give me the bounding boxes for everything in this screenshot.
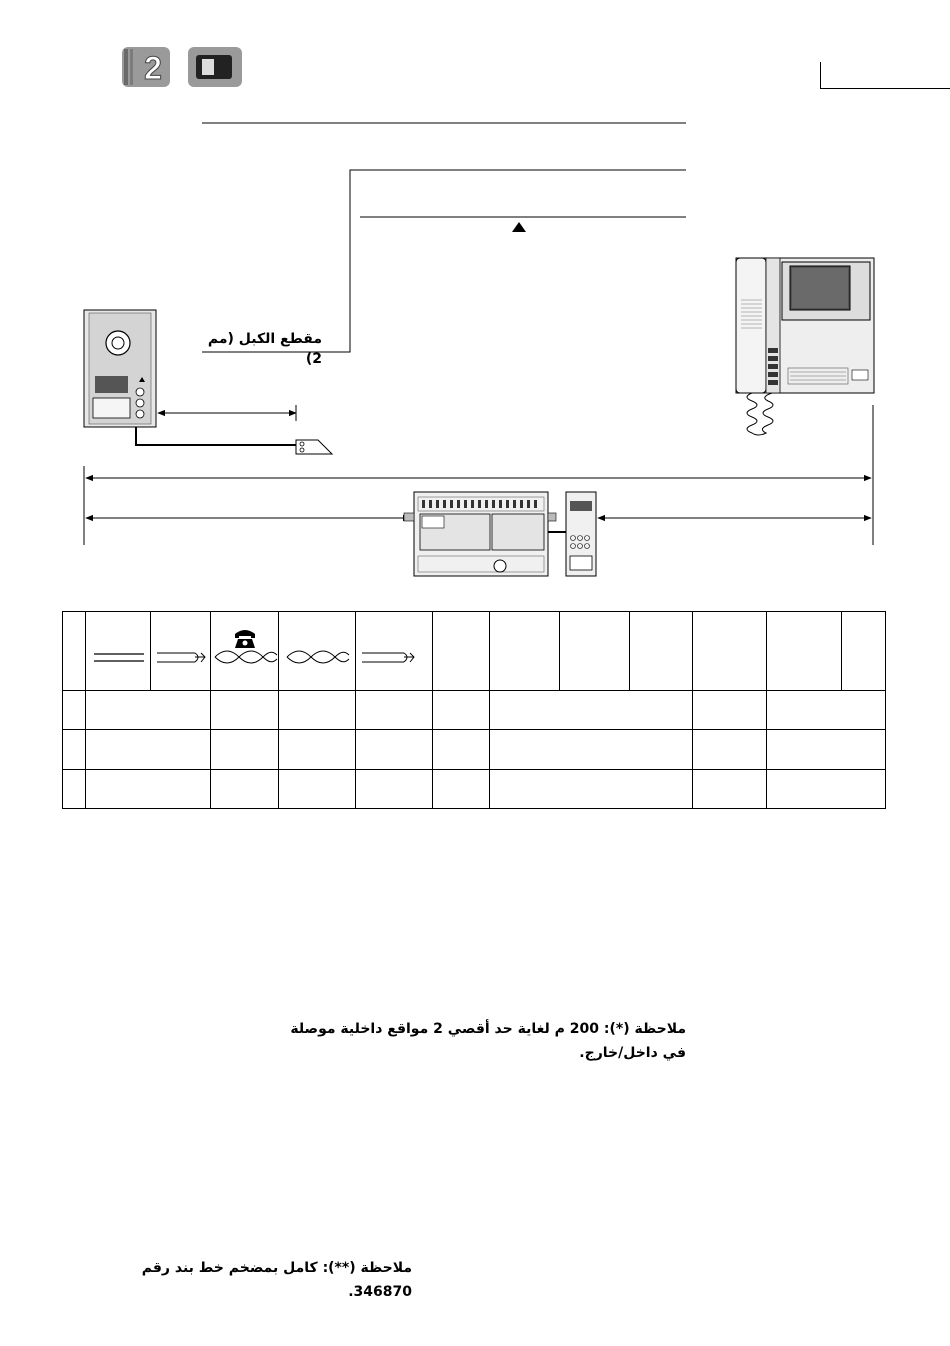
table-cell <box>693 730 767 770</box>
intercom-button-4 <box>768 372 778 377</box>
table-cell <box>356 691 433 730</box>
table-cell <box>767 691 886 730</box>
table-cell <box>279 770 356 809</box>
handset <box>736 258 766 393</box>
name-label-window <box>93 398 130 418</box>
tab-number: 2 <box>144 50 162 86</box>
table-cell <box>211 691 279 730</box>
table-cell <box>211 730 279 770</box>
lock-cable <box>136 427 296 445</box>
cable-type-parallel-icon-cell <box>86 612 151 691</box>
table-cell <box>693 770 767 809</box>
table-cell <box>433 691 490 730</box>
table-cell <box>693 691 767 730</box>
table-cell <box>842 612 886 691</box>
video-intercom-unit <box>736 258 874 393</box>
intercom-button-1 <box>768 348 778 353</box>
installation-diagram <box>0 0 950 600</box>
note-distance: ملاحظة (*): 200 م لغاية حد أقصي 2 مواقع داخلية موصلة في داخل/خارج. <box>290 1021 686 1061</box>
handset-coiled-cord <box>747 393 773 435</box>
table-cell <box>433 770 490 809</box>
table-cell <box>560 612 630 691</box>
table-cell <box>630 612 693 691</box>
table-cell <box>86 691 211 730</box>
note-amplifier: ملاحظة (**): كامل بمضخم خط بند رقم 346870. <box>141 1260 412 1300</box>
door-lock-icon <box>296 440 332 454</box>
table-cell <box>433 730 490 770</box>
call-button-1 <box>136 388 144 396</box>
table-row <box>63 770 886 809</box>
intercom-button-3 <box>768 364 778 369</box>
table-cell <box>767 770 886 809</box>
table-cell <box>767 612 842 691</box>
table-header-row <box>63 612 886 691</box>
power-supply-unit <box>404 492 556 576</box>
table-cell <box>63 770 86 809</box>
table-cell <box>490 612 560 691</box>
intercom-button-5 <box>768 380 778 385</box>
table-cell <box>490 691 693 730</box>
intercom-button-2 <box>768 356 778 361</box>
table-cell <box>490 770 693 809</box>
table-cell <box>63 730 86 770</box>
call-button-3 <box>136 410 144 418</box>
cable-spec-table <box>62 611 886 809</box>
table-row <box>63 691 886 730</box>
cable-type-telephone-icon-cell <box>211 612 279 691</box>
table-cell <box>693 612 767 691</box>
call-button-2 <box>136 399 144 407</box>
line-amplifier-module <box>566 492 596 576</box>
table-cell <box>356 770 433 809</box>
cable-type-shielded-icon-cell <box>356 612 433 691</box>
table-cell <box>63 612 86 691</box>
table-cell <box>433 612 490 691</box>
table-cell <box>767 730 886 770</box>
cable-type-sheathed-icon-cell <box>151 612 211 691</box>
table-cell <box>279 730 356 770</box>
table-cell <box>279 691 356 730</box>
speaker-grille <box>95 376 128 393</box>
callout-bracket <box>202 170 686 352</box>
cable-section-label: مقطع الكبل (مم 2) <box>207 331 322 367</box>
table-cell <box>211 770 279 809</box>
triangle-marker-icon <box>512 222 526 232</box>
table-cell <box>86 770 211 809</box>
cable-type-twisted-icon-cell <box>279 612 356 691</box>
table-cell <box>490 730 693 770</box>
door-entry-panel <box>84 310 156 427</box>
table-cell <box>63 691 86 730</box>
table-cell <box>356 730 433 770</box>
table-row <box>63 730 886 770</box>
table-cell <box>86 730 211 770</box>
